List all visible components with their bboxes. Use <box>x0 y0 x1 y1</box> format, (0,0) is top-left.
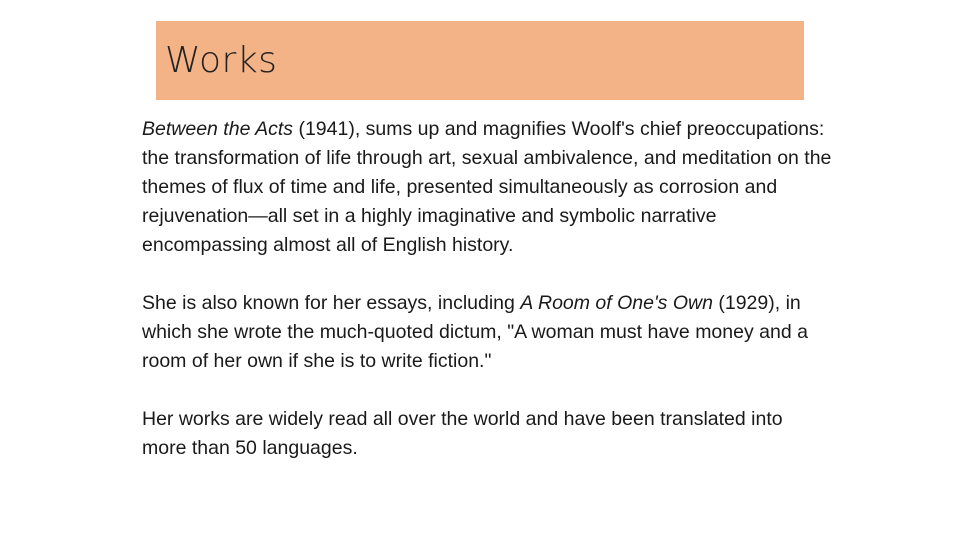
book-title-room-of-ones-own: A Room of One's Own <box>520 292 713 314</box>
title-bar <box>156 21 804 100</box>
slide-title: Works <box>165 40 278 81</box>
paragraph-text: (1941), sums up and magnifies Woolf's chief preoccupations: the transformation of life through art, sexual ambivalence, and meditation on the themes of flux of time and life, presented simultaneously as corrosion and rejuvenation—all set in a highly imaginative and symbolic narrative encompassing almost all of English history. <box>142 118 832 256</box>
body-text <box>142 115 832 463</box>
paragraph-text-after: (1929), in which she wrote the much-quoted dictum, "A woman must have money and a room of her own if she is to write fiction." <box>142 292 808 372</box>
paragraph-room-of-ones-own <box>142 289 832 376</box>
paragraph-text: Her works are widely read all over the world and have been translated into more than 50 languages. <box>142 408 783 459</box>
book-title-between-the-acts: Between the Acts <box>142 118 294 140</box>
paragraph-text-before: She is also known for her essays, including <box>142 292 521 314</box>
paragraph-translations <box>142 405 832 463</box>
paragraph-between-the-acts <box>142 115 832 260</box>
